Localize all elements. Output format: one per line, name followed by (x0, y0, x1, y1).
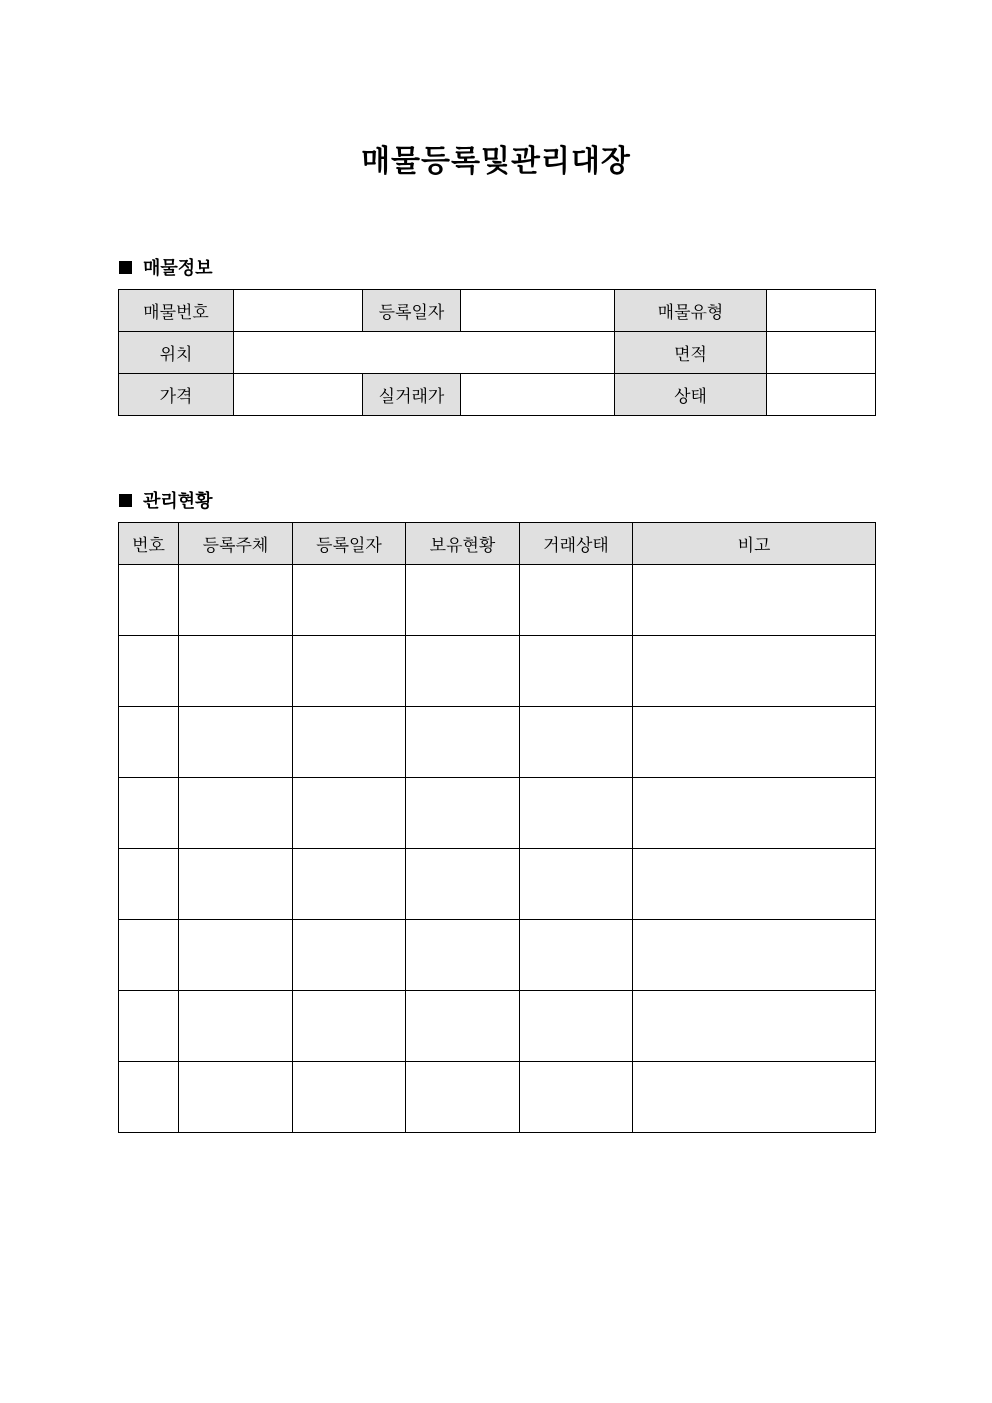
table-row (119, 849, 876, 920)
cell-no[interactable] (119, 1062, 179, 1133)
cell-registrant[interactable] (179, 636, 293, 707)
cell-deal-status[interactable] (520, 849, 633, 920)
table-row (119, 707, 876, 778)
cell-deal-status[interactable] (520, 565, 633, 636)
field-property-type[interactable] (767, 290, 876, 332)
label-status: 상태 (615, 374, 767, 416)
field-status[interactable] (767, 374, 876, 416)
cell-deal-status[interactable] (520, 1062, 633, 1133)
cell-no[interactable] (119, 565, 179, 636)
cell-deal-status[interactable] (520, 920, 633, 991)
table-header-row (119, 523, 876, 565)
cell-holding-status[interactable] (406, 778, 520, 849)
cell-reg-date[interactable] (293, 920, 406, 991)
cell-remarks[interactable] (633, 636, 876, 707)
cell-remarks[interactable] (633, 707, 876, 778)
field-price[interactable] (234, 374, 363, 416)
field-reg-date[interactable] (461, 290, 615, 332)
table-row (119, 1062, 876, 1133)
label-area: 면적 (615, 332, 767, 374)
field-property-no[interactable] (234, 290, 363, 332)
cell-remarks[interactable] (633, 778, 876, 849)
cell-deal-status[interactable] (520, 778, 633, 849)
cell-reg-date[interactable] (293, 636, 406, 707)
cell-no[interactable] (119, 707, 179, 778)
label-property-no: 매물번호 (119, 290, 234, 332)
cell-remarks[interactable] (633, 849, 876, 920)
square-bullet-icon (119, 261, 132, 274)
label-location: 위치 (119, 332, 234, 374)
cell-holding-status[interactable] (406, 565, 520, 636)
cell-registrant[interactable] (179, 849, 293, 920)
field-area[interactable] (767, 332, 876, 374)
table-row (119, 636, 876, 707)
label-actual-price: 실거래가 (363, 374, 461, 416)
table-row (119, 332, 876, 374)
cell-no[interactable] (119, 636, 179, 707)
column-header-no: 번호 (119, 523, 179, 565)
table-row (119, 290, 876, 332)
section-heading-label: 관리현황 (143, 491, 213, 512)
table-row (119, 920, 876, 991)
column-header-deal-status: 거래상태 (520, 523, 633, 565)
cell-no[interactable] (119, 778, 179, 849)
cell-registrant[interactable] (179, 991, 293, 1062)
document-title: 매물등록및관리대장 (361, 144, 631, 179)
cell-registrant[interactable] (179, 707, 293, 778)
cell-reg-date[interactable] (293, 707, 406, 778)
column-header-registrant: 등록주체 (179, 523, 293, 565)
management-table (118, 522, 876, 1133)
column-header-reg-date: 등록일자 (293, 523, 406, 565)
cell-registrant[interactable] (179, 565, 293, 636)
field-location[interactable] (234, 332, 615, 374)
section-heading-property-info (119, 254, 213, 280)
table-row (119, 778, 876, 849)
square-bullet-icon (119, 494, 132, 507)
column-header-holding-status: 보유현황 (406, 523, 520, 565)
section-heading-label: 매물정보 (143, 258, 213, 279)
property-info-table (118, 289, 876, 416)
cell-reg-date[interactable] (293, 849, 406, 920)
cell-remarks[interactable] (633, 991, 876, 1062)
column-header-remarks: 비고 (633, 523, 876, 565)
cell-holding-status[interactable] (406, 849, 520, 920)
cell-remarks[interactable] (633, 1062, 876, 1133)
cell-registrant[interactable] (179, 920, 293, 991)
cell-remarks[interactable] (633, 565, 876, 636)
cell-deal-status[interactable] (520, 707, 633, 778)
cell-no[interactable] (119, 920, 179, 991)
cell-no[interactable] (119, 991, 179, 1062)
table-row (119, 991, 876, 1062)
cell-holding-status[interactable] (406, 636, 520, 707)
cell-no[interactable] (119, 849, 179, 920)
cell-remarks[interactable] (633, 920, 876, 991)
cell-reg-date[interactable] (293, 778, 406, 849)
label-price: 가격 (119, 374, 234, 416)
cell-holding-status[interactable] (406, 920, 520, 991)
section-heading-management (119, 487, 213, 513)
cell-registrant[interactable] (179, 1062, 293, 1133)
cell-reg-date[interactable] (293, 565, 406, 636)
label-reg-date: 등록일자 (363, 290, 461, 332)
table-row (119, 565, 876, 636)
label-property-type: 매물유형 (615, 290, 767, 332)
table-row (119, 374, 876, 416)
cell-registrant[interactable] (179, 778, 293, 849)
cell-deal-status[interactable] (520, 991, 633, 1062)
cell-holding-status[interactable] (406, 991, 520, 1062)
cell-holding-status[interactable] (406, 1062, 520, 1133)
field-actual-price[interactable] (461, 374, 615, 416)
cell-reg-date[interactable] (293, 1062, 406, 1133)
cell-holding-status[interactable] (406, 707, 520, 778)
cell-reg-date[interactable] (293, 991, 406, 1062)
management-table-body (119, 565, 876, 1133)
cell-deal-status[interactable] (520, 636, 633, 707)
